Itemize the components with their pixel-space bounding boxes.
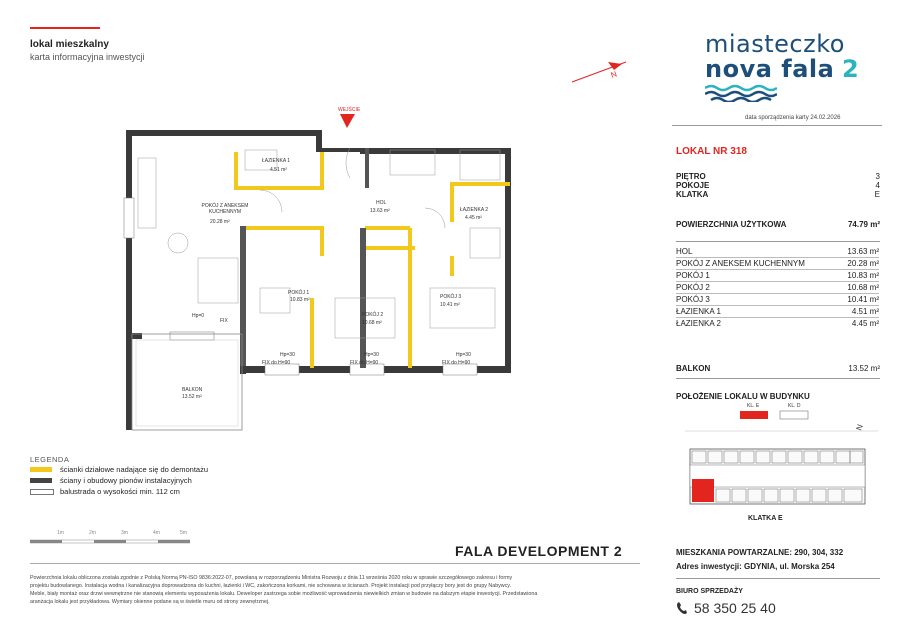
date-text: data sporządzenia karty 24.02.2026: [745, 115, 841, 121]
area-value: 74.79 m²: [847, 220, 880, 229]
balkon-label: BALKON: [676, 364, 711, 373]
room-area-pokoj2: 10.68 m²: [362, 320, 382, 326]
room-row-area: 20.28 m²: [847, 259, 879, 268]
legend-swatch-gray: [30, 478, 52, 483]
legend-text-railing: balustrada o wysokości min. 112 cm: [60, 487, 180, 496]
room-row-area: 10.41 m²: [847, 295, 879, 304]
footer-line: Powierzchnia lokalu obliczona została zgodnie z Polską Normą PN-ISO 9836:2022-07, powołaną w rozporządzeniu Ministra Rozwoju z dnia 11 września 2020 roku w sprawie szczegółowego zakresu i formy: [30, 575, 513, 581]
room-name-pokoj-aneks: POKÓJ Z ANEKSEM KUCHENNYM: [201, 203, 249, 215]
klatka-label: KLATKA: [676, 190, 709, 199]
pokoje-value: 4: [875, 181, 880, 190]
dim-fixdo-2: FIX do H=90: [350, 360, 379, 366]
dim-hp30-2: Hp=30: [364, 352, 379, 358]
scale-label: 5m: [180, 530, 187, 536]
svg-text:N: N: [854, 423, 865, 432]
klatka-value: E: [874, 190, 880, 199]
scale-label: 3m: [121, 530, 128, 536]
lokal-title: LOKAL NR 318: [676, 146, 747, 157]
building-position-plan: [680, 405, 880, 515]
room-row-name: POKÓJ 2: [676, 283, 710, 292]
room-row: [676, 246, 879, 258]
room-row-name: POKÓJ 3: [676, 295, 710, 304]
room-row-area: 10.83 m²: [847, 271, 879, 280]
floor-plan: [110, 108, 530, 438]
legend-text-demountable: ścianki działowe nadające się do demontażu: [60, 465, 209, 474]
dim-hp0: Hp=0: [192, 313, 205, 319]
room-row-area: 10.68 m²: [847, 283, 879, 292]
room-row: [676, 318, 879, 329]
developer-name: [455, 543, 622, 559]
dim-fixdo-3: FIX do H=90: [442, 360, 471, 366]
legend-title: LEGENDA: [30, 455, 70, 464]
developer-part1: FALA: [455, 543, 498, 559]
entrance-label: WEJŚCIE: [338, 107, 361, 113]
room-name-lazienka1: ŁAZIENKA 1: [262, 158, 291, 164]
footer-text: [30, 574, 640, 606]
room-name-pokoj3: POKÓJ 3: [440, 294, 462, 300]
kl-d-label: KL. D: [788, 403, 801, 409]
room-row: [676, 294, 879, 306]
scale-label: 4m: [153, 530, 160, 536]
area-label: POWIERZCHNIA UŻYTKOWA: [676, 220, 787, 229]
room-area-lazienka1: 4.51 m²: [270, 167, 287, 173]
room-area-hol: 13.63 m²: [370, 208, 390, 214]
dim-hp30-1: Hp=30: [280, 352, 295, 358]
scale-bar: [30, 530, 190, 546]
footer-line: aranżacja lokalu jest przykładowa. Wymiary okienne podane są w świetle muru od strony zewnętrznej.: [30, 599, 270, 605]
room-row-name: POKÓJ Z ANEKSEM KUCHENNYM: [676, 259, 805, 268]
logo-wave-icon: [705, 84, 777, 102]
phone-icon: [676, 601, 688, 615]
room-name-balkon: BALKON: [182, 387, 203, 393]
page-subtitle: karta informacyjna inwestycji: [30, 52, 145, 62]
room-row: [676, 258, 879, 270]
room-area-pokoj3: 10.41 m²: [440, 302, 460, 308]
room-area-pokoj1: 10.83 m²: [290, 297, 310, 303]
room-row: [676, 270, 879, 282]
logo-line2: [705, 55, 859, 83]
address-divider: [676, 578, 880, 579]
legend-swatch-railing: [30, 489, 54, 495]
date-line: [672, 125, 882, 126]
pietro-value: 3: [875, 172, 880, 181]
phone-number[interactable]: 58 350 25 40: [694, 600, 776, 616]
room-area-pokoj-aneks: 20.28 m²: [210, 219, 230, 225]
north-arrow-icon: [570, 58, 630, 84]
svg-text:N: N: [609, 69, 619, 80]
room-name-lazienka2: ŁAZIENKA 2: [460, 207, 489, 213]
page-title: lokal mieszkalny: [30, 39, 109, 50]
klatka-caption: KLATKA E: [748, 515, 783, 522]
room-name-pokoj2: POKÓJ 2: [362, 312, 384, 318]
scale-label: 2m: [89, 530, 96, 536]
pokoje-label: POKOJE: [676, 181, 710, 190]
logo-number: 2: [841, 55, 859, 83]
room-row-area: 4.45 m²: [851, 319, 879, 328]
room-row-name: ŁAZIENKA 2: [676, 319, 721, 328]
developer-part2: DEVELOPMENT 2: [497, 543, 623, 559]
pietro-label: PIĘTRO: [676, 172, 706, 181]
header-red-line: [30, 27, 100, 29]
room-area-lazienka2: 4.45 m²: [465, 215, 482, 221]
dim-hp30-3: Hp=30: [456, 352, 471, 358]
address-text: Adres inwestycji: GDYNIA, ul. Morska 254: [676, 562, 835, 571]
legend-swatch-yellow: [30, 467, 52, 472]
room-row-area: 4.51 m²: [851, 307, 879, 316]
footer-divider: [30, 563, 640, 564]
room-name-hol: HOL: [376, 200, 387, 206]
dim-fix: FIX: [220, 318, 228, 324]
room-row-name: POKÓJ 1: [676, 271, 710, 280]
legend-text-walls: ściany i obudowy pionów instalacyjnych: [60, 476, 192, 485]
footer-line: Meble, biały montaż oraz drzwi wewnętrzne nie stanowią elementu wyposażenia lokalu. Deweloper zastrzega sobie możliwość wprowadzenia niewielkich zmian w budowie na dalszym etapie inwestycji. Przedstawiona: [30, 591, 538, 597]
kl-e-label: KL. E: [747, 403, 760, 409]
room-name-pokoj1: POKÓJ 1: [288, 290, 310, 296]
room-row-name: ŁAZIENKA 1: [676, 307, 721, 316]
room-row-name: HOL: [676, 247, 693, 256]
logo-word: nova fala: [705, 55, 835, 83]
footer-line: projektu budowlanego. Instalacja wodna i kanalizacyjna doprowadzona do kuchni, łazienki i WC, zakończona korkami, nie schowana w ścianach. Projekt instalacji pod przyłączy bory jest do grupy Nabywcy.: [30, 583, 511, 589]
office-label: BIURO SPRZEDAŻY: [676, 588, 743, 595]
repeat-text: MIESZKANIA POWTARZALNE: 290, 304, 332: [676, 548, 844, 557]
room-row: [676, 282, 879, 294]
balkon-value: 13.52 m²: [848, 364, 880, 373]
area-divider: [676, 241, 880, 242]
room-row-area: 13.63 m²: [847, 247, 879, 256]
balkon-divider: [676, 378, 880, 379]
room-row: [676, 306, 879, 318]
scale-label: 1m: [57, 530, 64, 536]
dim-fixdo-1: FIX do H=90: [262, 360, 291, 366]
room-area-balkon: 13.52 m²: [182, 394, 202, 400]
logo-line1: miasteczko: [705, 30, 845, 58]
position-title: POŁOŻENIE LOKALU W BUDYNKU: [676, 392, 810, 401]
